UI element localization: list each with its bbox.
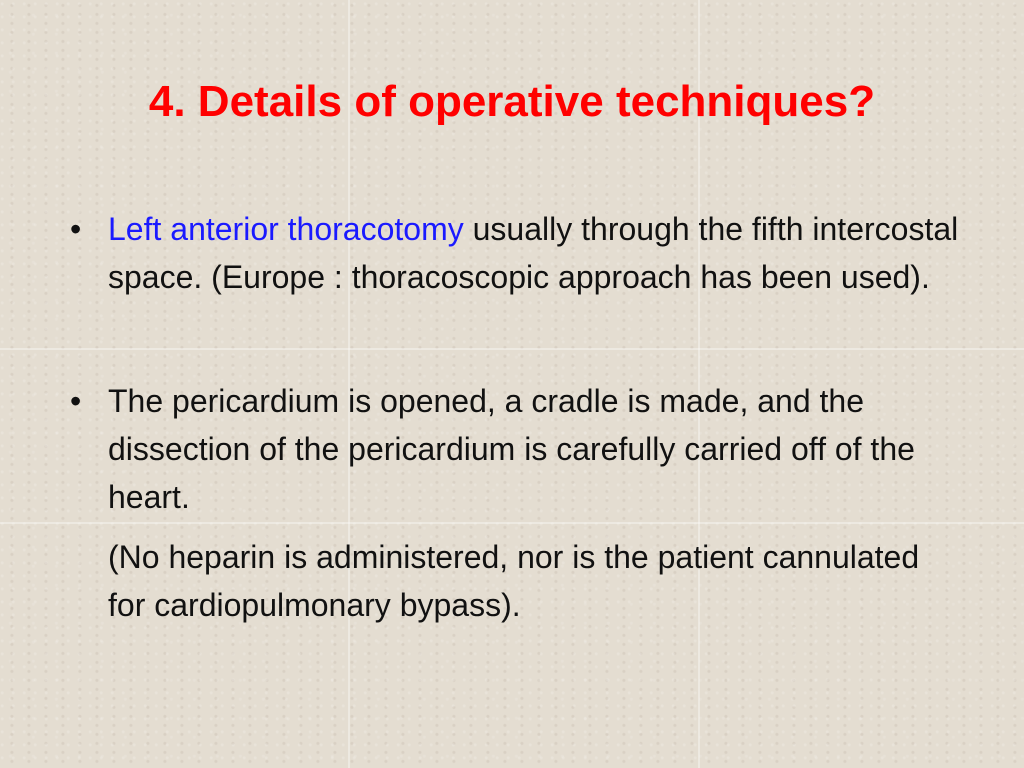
slide-title: 4. Details of operative techniques?	[148, 77, 876, 126]
sub-note: (No heparin is administered, nor is the patient cannulated for cardiopulmonary bypass).	[108, 539, 920, 623]
slide-content	[60, 205, 960, 629]
bullet-text: The pericardium is opened, a cradle is made, and the dissection of the pericardium is carefully carried off of the heart.	[108, 383, 915, 515]
bullet-item	[60, 377, 960, 521]
bullet-highlight: Left anterior thoracotomy	[108, 211, 464, 247]
bullet-marker: •	[70, 383, 82, 419]
bullet-text: usually through the fifth intercostal space. (Europe : thoracoscopic approach has been used).	[108, 211, 959, 295]
bullet-marker: •	[70, 211, 82, 247]
bullet-item	[60, 205, 960, 301]
